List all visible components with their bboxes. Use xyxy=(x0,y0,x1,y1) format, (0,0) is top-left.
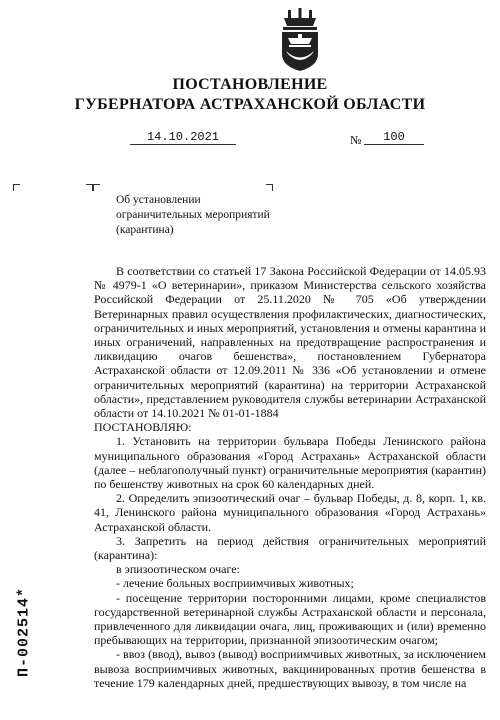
corner-mark xyxy=(13,184,20,191)
resolution-keyword: ПОСТАНОВЛЯЮ: xyxy=(94,420,192,435)
number-label: № xyxy=(350,133,362,147)
coat-of-arms-emblem xyxy=(278,8,322,72)
document-title: ПОСТАНОВЛЕНИЕ xyxy=(172,76,328,93)
document-issuer: ГУБЕРНАТОРА АСТРАХАНСКОЙ ОБЛАСТИ xyxy=(74,96,426,113)
serial-number-stamp xyxy=(12,548,36,716)
clause-2: 2. Определить эпизоотический очаг – бульвар Победы, д. 8, корп. 1, кв. 41, Ленинского района муниципального образования «Город Астрахань» Астраханской области. xyxy=(94,491,486,534)
corner-mark xyxy=(266,184,273,191)
document-subject: Об установлении ограничительных мероприятий (карантина) xyxy=(116,194,270,236)
clause-3-item: - посещение территории посторонними лицами, кроме специалистов государственной ветеринарной службы Астраханской области и персонала, привлеченного для ликвидации очага, лиц, проживающих и (или) временно пребывающих на территории, признанной эпизоотическим очагом; xyxy=(94,590,486,648)
serial-number: П-002514* xyxy=(15,586,33,678)
document-body xyxy=(94,264,486,690)
clause-1: 1. Установить на территории бульвара Победы Ленинского района муниципального образования «Город Астрахань» Астраханской области (далее – неблагополучный пункт) ограничительные мероприятия (карантин) по бешенству животных на срок 60 календарных дней. xyxy=(94,434,486,492)
clause-3-item: - ввоз (ввод), вывоз (вывод) восприимчивых животных, за исключением вывоза восприимчивых животных, вакцинированных против бешенства в течение 179 календарных дней, предшествующих вывозу, в том числе на xyxy=(94,647,486,690)
clause-3-scope: в эпизоотическом очаге: xyxy=(116,562,240,577)
clause-3-item: - лечение больных восприимчивых животных; xyxy=(116,576,354,591)
corner-mark xyxy=(86,184,93,191)
clause-3: 3. Запретить на период действия ограничительных мероприятий (карантина): xyxy=(94,533,486,563)
document-date: 14.10.2021 xyxy=(130,130,236,145)
document-number: 100 xyxy=(364,130,424,145)
preamble-paragraph: В соответствии со статьей 17 Закона Российской Федерации от 14.05.93 № 4979-1 «О ветеринарии», приказом Министерства сельского хозяйства Российской Федерации от 25.11.2020 № 705 «Об утверждении Ветеринарных правил осуществления профилактических, диагностических, ограничительных и иных мероприятий, установления и отмены карантина и иных ограничений, направленных на предотвращение распространения и ликвидацию очагов бешенства», постановлением Губернатора Астраханской области от 12.09.2011 № 336 «Об установлении и отмене ограничительных мероприятий (карантина) на территории Астраханской области», представлением руководителя службы ветеринарии Астраханской области от 14.10.2021 № 01-01-1884 xyxy=(94,264,486,421)
corner-mark xyxy=(93,184,100,191)
